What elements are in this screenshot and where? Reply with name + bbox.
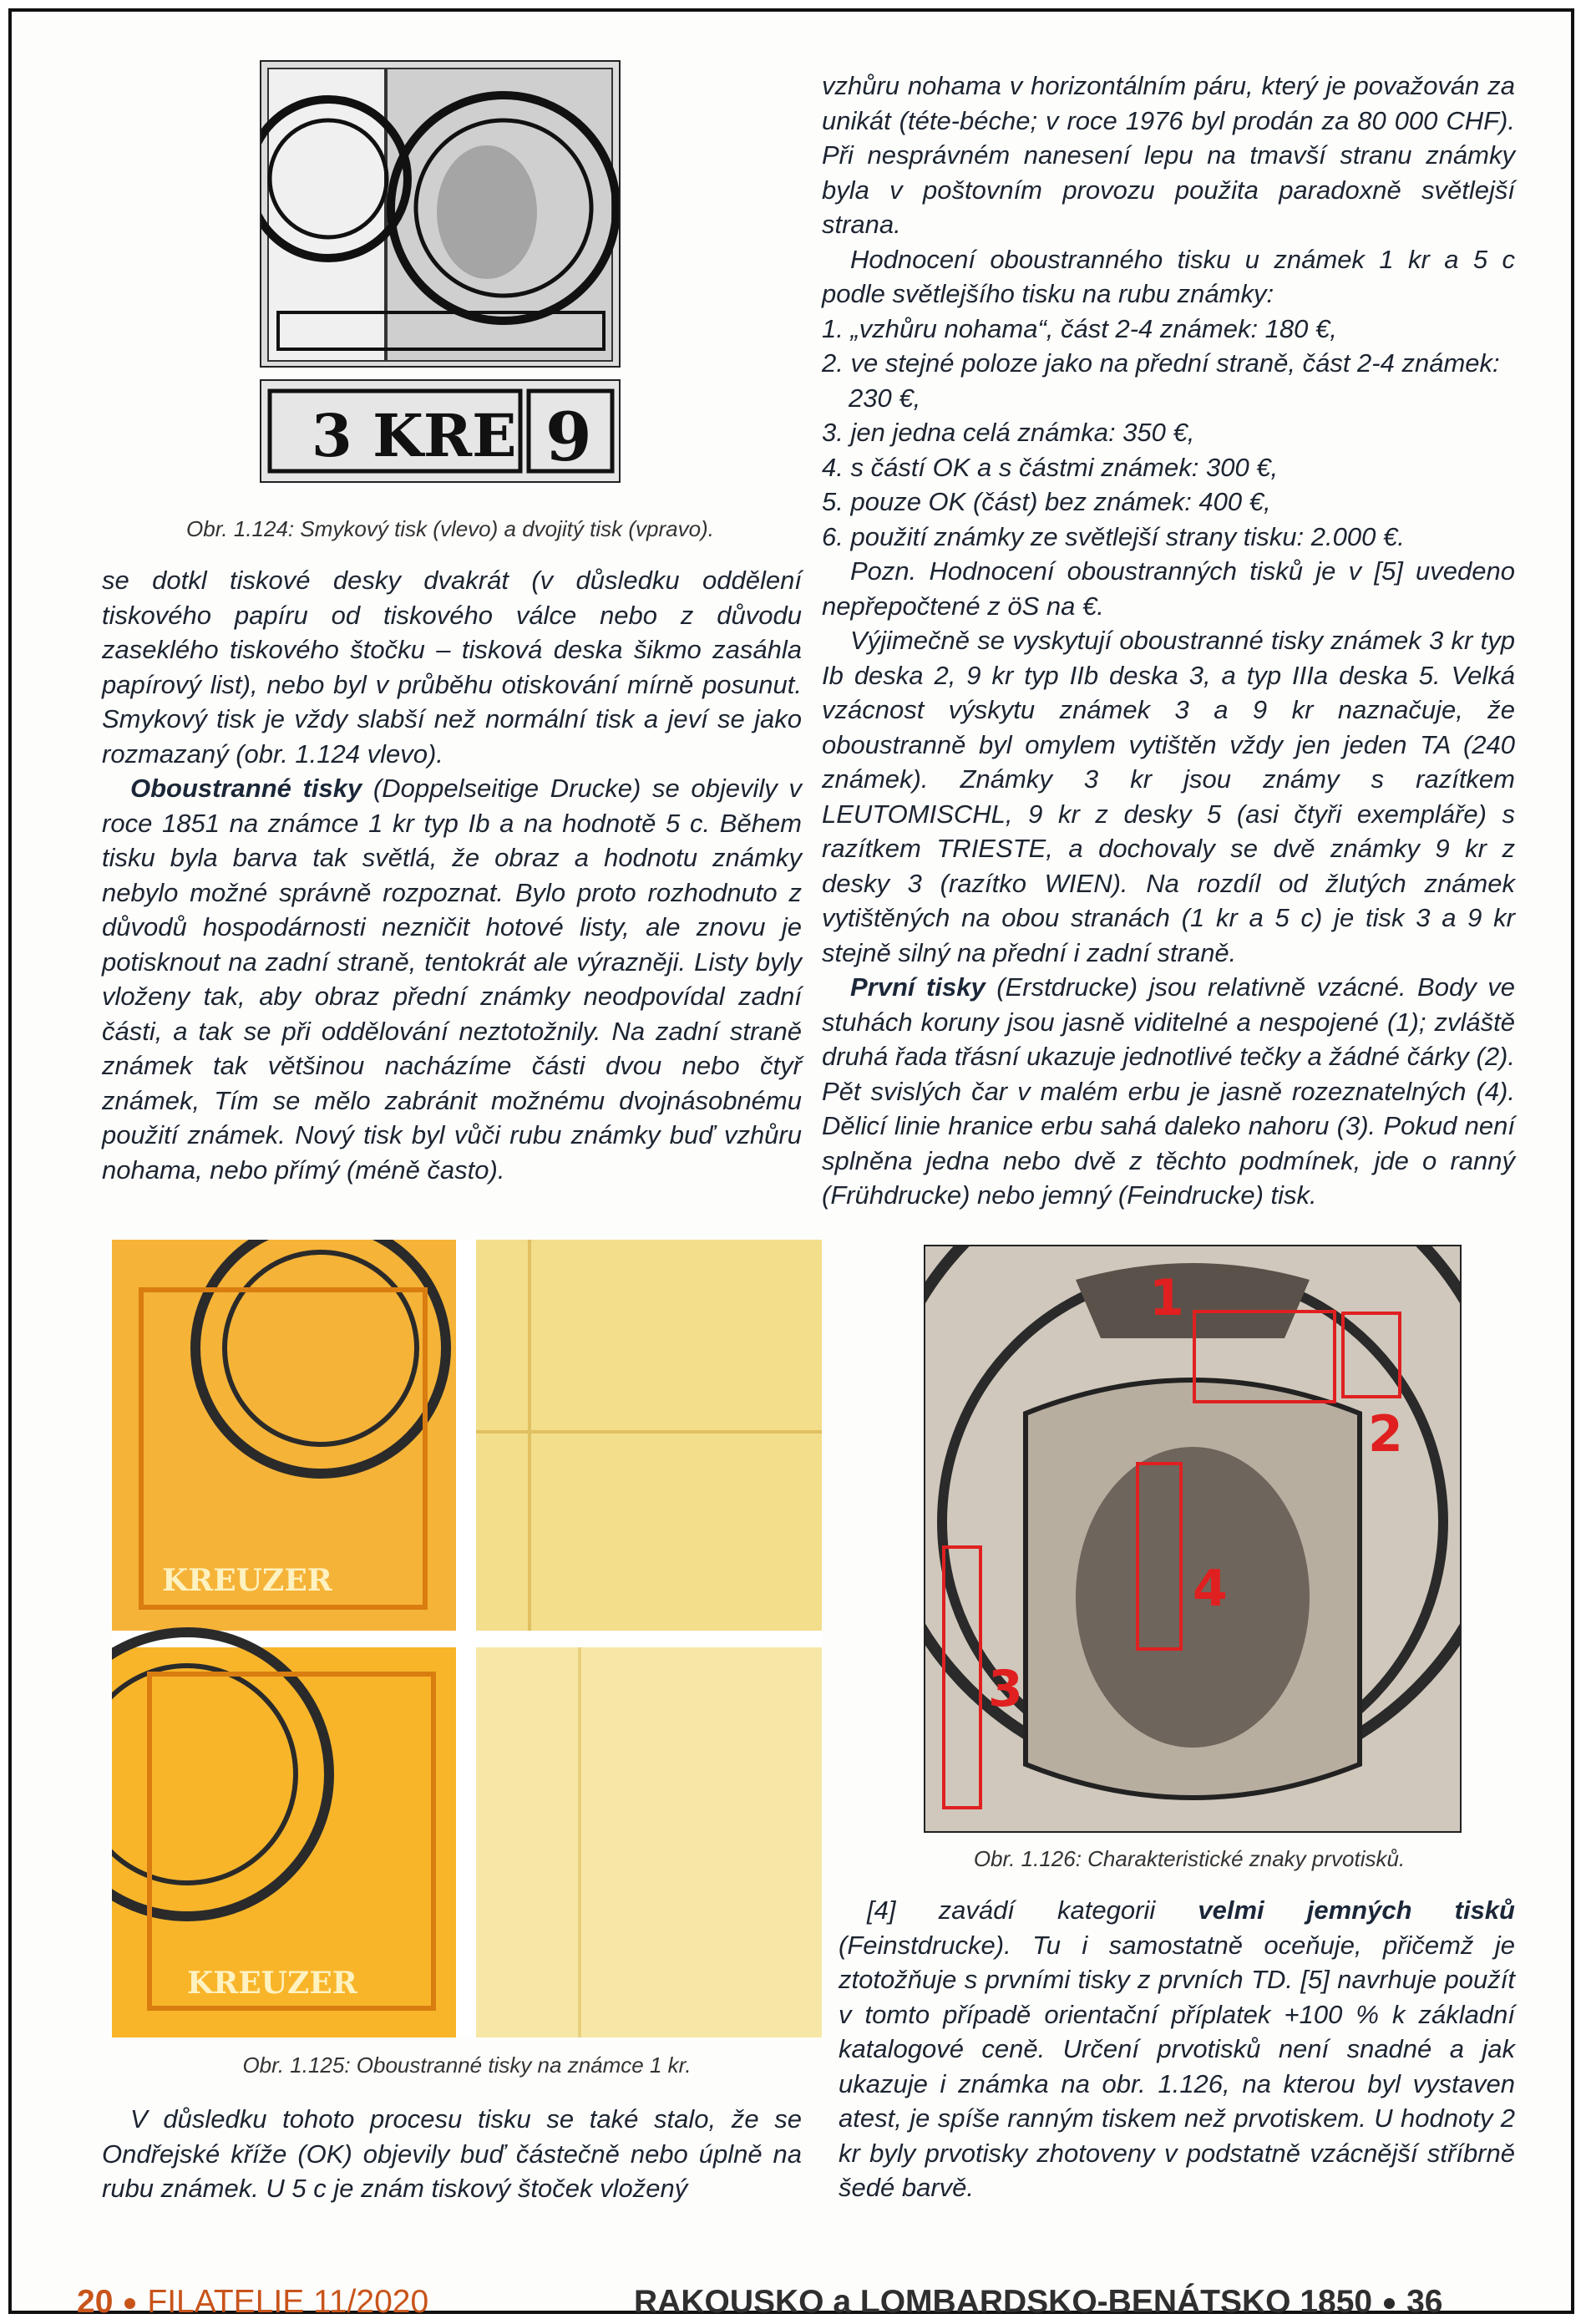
left-paragraph-1: se dotkl tiskové desky dvakrát (v důsledku oddělení tiskového papíru od tiskového válce nebo z důvodu zaseklého tiskového štočku – tisková deska šikmo zasáhla papírový list), nebo byl v průběhu otiskování mírně posunut. Smykový tisk je vždy slabší než normální tisk a jeví se jako rozmazaný (obr. 1.124 vlevo). bbox=[102, 566, 802, 769]
stamps-shifted-print-image bbox=[261, 62, 619, 366]
footer-dot bbox=[1384, 2298, 1395, 2309]
page bbox=[8, 8, 1574, 2320]
marker-2: 2 bbox=[1368, 1405, 1403, 1464]
footer-right bbox=[634, 2284, 1443, 2321]
valuation-list bbox=[822, 312, 1515, 555]
page-number-left: 20 bbox=[77, 2284, 114, 2320]
list-item: 6. použití známky ze světlejší strany tisku: 2.000 €. bbox=[822, 521, 1405, 551]
left-column-bottom bbox=[102, 2102, 802, 2206]
footer-dot bbox=[124, 2298, 135, 2309]
list-item: 5. pouze OK (část) bez známek: 400 €, bbox=[822, 487, 1271, 516]
left-paragraph-2-text: (Doppelseitige Drucke) se objevily v roce 1851 na známce 1 kr typ Ib a na hodnotě 5 c. Během tisku byla barva tak světlá, že obraz a hodnotu známky nebylo možné správně rozpoznat. Bylo proto rozhodnuto z důvodů hospodárnosti nezničit hotové listy, ale znovu je potisknout na zadní straně, tentokrát ale výrazněji. Listy byly vloženy tak, aby obraz přední známky neodpovídal zadní části, a tak se při oddělování neztotožnily. Na zadní straně známek tak většinou nacházíme části dvou nebo čtyř známek, Tím se mělo zabránit možnému dvojnásobnému použití známek. Nový tisk byl vůči rubu známky buď vzhůru nohama, nebo přímý (méně často). bbox=[102, 774, 802, 1185]
right-paragraph-6 bbox=[839, 1893, 1515, 2205]
first-print-characteristics-image bbox=[925, 1246, 1460, 1831]
figure-1-126 bbox=[924, 1245, 1462, 1833]
stamp-double-print-image bbox=[261, 381, 619, 481]
stamp-text-top: KREUZER bbox=[162, 1563, 332, 1598]
right-paragraph-5-text: (Erstdrucke) jsou relativně vzácné. Body ve stuhách koruny jsou jasně viditelné a nespojené (1); zvláště druhá řada třásní ukazuje jednotlivé tečky a žádné čárky (2). Pět svislých čar v malém erbu je jasně rozeznatelných (4). Dělicí linie hranice erbu sahá daleko nahoru (3). Pokud není splněna jedna nebo dvě z těchto podmínek, jde o ranný (Frühdrucke) nebo jemný (Feindrucke) tisk. bbox=[822, 972, 1515, 1210]
list-item: 4. s částí OK a s částmi známek: 300 €, bbox=[822, 452, 1279, 482]
left-column bbox=[102, 563, 802, 1187]
right-paragraph-6-end: (Feinstdrucke). Tu i samostatně oceňuje, přičemž je ztotožňuje s prvními tisky z prvních TD. [5] navrhuje použít v tomto případě orientační příplatek +100 % k základní katalogové ceně. Určení prvotisků není snadné a jak ukazuje i známka na obr. 1.126, na kterou byl vystaven atest, je spíše ranným tiskem než prvotiskem. U hodnoty 2 kr byly prvotisky zhotoveny v podstatně vzácnější stříbrně šedé barvě. bbox=[839, 1930, 1515, 2202]
double-sided-prints-image bbox=[112, 1240, 822, 2037]
left-paragraph-3: V důsledku tohoto procesu tisku se také stalo, že se Ondřejské kříže (OK) objevily buď částečně nebo úplně na rubu známek. U 5 c je znám tiskový štoček vložený bbox=[102, 2104, 802, 2203]
right-paragraph-1: vzhůru nohama v horizontálním páru, který je považován za unikát (téte-béche; v roce 1976 byl prodán za 80 000 CHF). Při nesprávném nanesení lepu na tmavší stranu známky byla v poštovním provozu použita paradoxně světlejší strana. bbox=[822, 71, 1515, 239]
heading-first-prints: První tisky bbox=[850, 972, 986, 1002]
right-column-bottom bbox=[839, 1893, 1515, 2205]
section-title: RAKOUSKO a LOMBARDSKO-BENÁTSKO 1850 bbox=[634, 2284, 1373, 2320]
right-paragraph-2: Hodnocení oboustranného tisku u známek 1 kr a 5 c podle světlejšího tisku na rubu známky: bbox=[822, 244, 1515, 308]
figure-1-124-top bbox=[260, 60, 621, 368]
stamp-text-bottom: KREUZER bbox=[187, 1966, 357, 2001]
right-column bbox=[822, 69, 1515, 1213]
left-paragraph-2 bbox=[102, 771, 802, 1187]
right-paragraph-3: Pozn. Hodnocení oboustranných tisků je v [5] uvedeno nepřepočtené z öS na €. bbox=[822, 556, 1515, 621]
marker-3: 3 bbox=[988, 1660, 1023, 1718]
stamp-text-right: 9 bbox=[545, 398, 592, 476]
right-paragraph-5 bbox=[822, 970, 1515, 1213]
right-paragraph-4: Výjimečně se vyskytují oboustranné tisky známek 3 kr typ Ib deska 2, 9 kr typ IIb deska 3, a typ IIIa deska 5. Velká vzácnost výskytu známek 3 a 9 kr naznačuje, že oboustranně byl omylem vytištěn vždy jen jeden TA (240 známek). Známky 3 kr jsou známy s razítkem LEUTOMISCHL, 9 kr z desky 5 (asi čtyři exempláře) s razítkem TRIESTE, a dochovaly se dvě známky 9 kr z desky 3 (razítko WIEN). Na rozdíl od žlutých známek vytištěných na obou stranách (1 kr a 5 c) je tisk 3 a 9 kr stejně silný na přední i zadní straně. bbox=[822, 626, 1515, 967]
list-item: 1. „vzhůru nohama“, část 2-4 známek: 180 €, bbox=[822, 313, 1337, 343]
stamp-text-left: 3 KRE bbox=[312, 401, 517, 470]
figure-1-124-caption: Obr. 1.124: Smykový tisk (vlevo) a dvojitý tisk (vpravo). bbox=[186, 516, 714, 541]
figure-1-125 bbox=[112, 1240, 822, 2037]
footer-left bbox=[77, 2284, 428, 2321]
figure-1-126-caption: Obr. 1.126: Charakteristické znaky prvotisků. bbox=[973, 1846, 1406, 1871]
list-item: 3. jen jedna celá známka: 350 €, bbox=[822, 418, 1195, 447]
figure-1-125-caption: Obr. 1.125: Oboustranné tisky na známce 1 kr. bbox=[242, 2053, 692, 2078]
marker-1: 1 bbox=[1149, 1269, 1184, 1327]
term-very-fine-prints: velmi jemných tisků bbox=[1198, 1895, 1515, 1925]
figure-1-124-bottom bbox=[260, 379, 621, 483]
right-paragraph-6-start: [4] zavádí kategorii bbox=[867, 1895, 1198, 1925]
heading-double-prints: Oboustranné tisky bbox=[130, 774, 362, 803]
marker-4: 4 bbox=[1193, 1560, 1228, 1618]
list-item: 2. ve stejné poloze jako na přední straně, část 2-4 známek: 230 €, bbox=[822, 348, 1500, 413]
page-number-right: 36 bbox=[1406, 2284, 1443, 2320]
magazine-name: FILATELIE 11/2020 bbox=[147, 2284, 429, 2320]
